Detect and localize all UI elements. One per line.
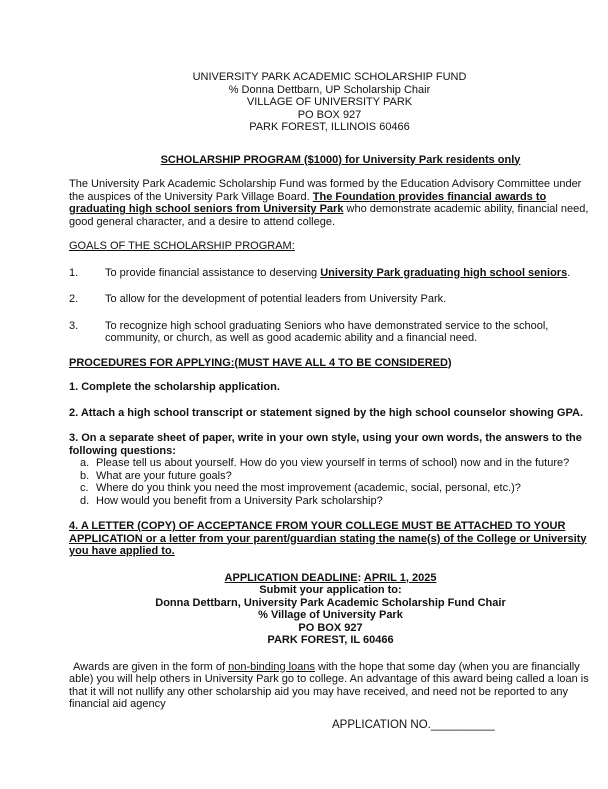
question-text: Please tell us about yourself. How do you view yourself in terms of school) now and in the future? <box>96 457 570 469</box>
question-letter: d. <box>80 494 90 507</box>
intro-paragraph <box>69 178 590 228</box>
letterhead-line: VILLAGE OF UNIVERSITY PARK <box>246 96 413 108</box>
procedure-step-3: 3. On a separate sheet of paper, write in your own style, using your own words, the answers to the following questions: <box>69 432 582 457</box>
goal-number: 1. <box>69 266 79 279</box>
deadline-block <box>69 572 590 647</box>
document-page <box>69 71 590 731</box>
goal-text <box>105 267 590 280</box>
goal-text-post: . <box>567 266 571 279</box>
goal-item <box>69 293 590 306</box>
goals-heading-colon: : <box>291 240 295 252</box>
deadline-label: APPLICATION DEADLINE <box>224 571 358 584</box>
submit-line: PO BOX 927 <box>298 621 363 634</box>
question-item <box>80 482 590 495</box>
goal-text: To allow for the development of potential leaders from University Park. <box>105 293 447 305</box>
goal-item <box>69 320 590 345</box>
question-text: Where do you think you need the most improvement (academic, social, personal, etc.)? <box>96 482 521 494</box>
deadline-date: APRIL 1, 2025 <box>363 571 437 584</box>
question-item <box>80 457 590 470</box>
goals-heading <box>69 240 590 253</box>
goals-heading-text: GOALS OF THE SCHOLARSHIP PROGRAM <box>69 240 292 252</box>
submit-line: PARK FOREST, IL 60466 <box>267 634 394 646</box>
letterhead-line: PARK FOREST, ILLINOIS 60466 <box>249 121 410 133</box>
goal-number: 2. <box>69 293 79 305</box>
submit-line: Submit your application to: <box>259 584 402 596</box>
procedure-step-2: 2. Attach a high school transcript or statement signed by the high school counselor showing GPA. <box>69 406 584 419</box>
question-item <box>80 495 590 508</box>
intro-text-end: who demonstrate academic ability, financial need, good general character, and a desire to attend college. <box>69 203 589 228</box>
document-title: SCHOLARSHIP PROGRAM ($1000) for University Park residents only <box>160 153 521 166</box>
question-letter: a. <box>80 457 90 469</box>
procedure-step-1: 1. Complete the scholarship application. <box>69 381 280 393</box>
goal-text-pre: To provide financial assistance to deserving <box>105 266 321 279</box>
question-list <box>69 457 590 507</box>
question-item <box>80 470 590 483</box>
letterhead <box>69 71 590 134</box>
application-number-field: APPLICATION NO.__________ <box>332 718 495 731</box>
intro-text: The University Park Academic Scholarship Fund was formed by the Education Advisory Committee under the auspices of the University Park Village Board. <box>69 178 582 203</box>
letterhead-line: % Donna Dettbarn, UP Scholarship Chair <box>228 83 431 96</box>
question-letter: b. <box>80 469 90 482</box>
submit-line: Donna Dettbarn, University Park Academic Scholarship Fund Chair <box>155 596 506 609</box>
goal-text: To recognize high school graduating Seniors who have demonstrated service to the school, community, or church, as well as good academic ability and a financial need. <box>105 319 549 344</box>
submit-line: % Village of University Park <box>258 609 403 621</box>
question-letter: c. <box>80 482 89 494</box>
awards-text-end: with the hope that some day (when you are financially able) you will help others in University Park go to college. An advantage of this award being called a loan is that it will not nullify any other scholarship aid you may have received, and need not be reported to any financial aid agency <box>69 660 589 710</box>
deadline-line <box>71 572 590 585</box>
awards-text: Awards are given in the form of <box>73 660 229 673</box>
goal-text-emphasis: University Park graduating high school seniors <box>320 266 568 279</box>
question-text: What are your future goals? <box>96 469 232 482</box>
letterhead-line: UNIVERSITY PARK ACADEMIC SCHOLARSHIP FUND <box>192 71 467 83</box>
question-text: How would you benefit from a University Park scholarship? <box>96 494 383 507</box>
deadline-separator: : <box>357 571 364 584</box>
letterhead-line: PO BOX 927 <box>297 108 362 121</box>
awards-emphasis: non-binding loans <box>228 660 315 673</box>
intro-emphasis: The Foundation provides financial awards to graduating high school seniors from University Park <box>69 190 547 215</box>
procedure-step-4: 4. A LETTER (COPY) OF ACCEPTANCE FROM YOUR COLLEGE MUST BE ATTACHED TO YOUR APPLICATION or a letter from your parent/guardian stating the name(s) of the College or University you have applied to. <box>69 520 587 557</box>
goal-item <box>69 267 590 280</box>
awards-paragraph <box>69 661 590 711</box>
procedures-heading: PROCEDURES FOR APPLYING:(MUST HAVE ALL 4 TO BE CONSIDERED) <box>69 356 452 369</box>
goal-number: 3. <box>69 319 79 332</box>
